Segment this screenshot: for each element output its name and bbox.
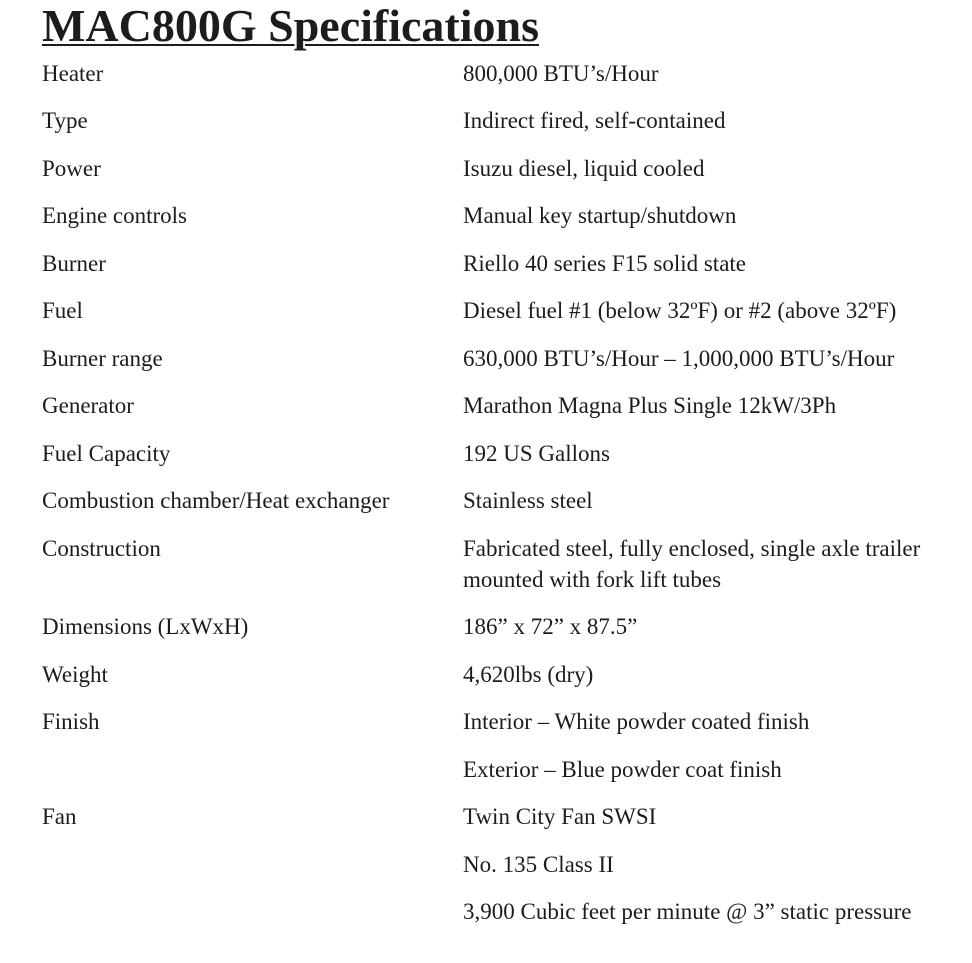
spec-label: Finish	[42, 709, 100, 734]
spec-row-fan	[42, 801, 936, 944]
spec-value-line: 630,000 BTU’s/Hour – 1,000,000 BTU’s/Hour	[463, 345, 895, 371]
spec-value	[463, 295, 933, 343]
spec-value	[463, 438, 933, 486]
spec-value	[463, 200, 933, 248]
spec-table	[42, 58, 936, 944]
spec-row-burner-range	[42, 343, 936, 391]
spec-value	[463, 390, 933, 438]
spec-row-engine-controls	[42, 200, 936, 248]
spec-value-line: Fabricated steel, fully enclosed, single axle trailer mounted with fork lift tubes	[463, 535, 921, 592]
spec-value	[463, 611, 933, 659]
spec-row-burner	[42, 248, 936, 296]
spec-value	[463, 485, 933, 533]
spec-value-line: Manual key startup/shutdown	[463, 203, 737, 228]
spec-row-weight	[42, 659, 936, 707]
spec-row-fuel-capacity	[42, 438, 936, 486]
spec-value-line: Marathon Magna Plus Single 12kW/3Ph	[463, 393, 837, 418]
spec-value-line: Stainless steel	[463, 488, 593, 513]
spec-value-line: Riello 40 series F15 solid state	[463, 250, 747, 276]
spec-label: Combustion chamber/Heat exchanger	[42, 488, 390, 513]
spec-value	[463, 801, 933, 944]
spec-row-finish	[42, 706, 936, 801]
spec-value	[463, 153, 933, 201]
spec-value-line: 3,900 Cubic feet per minute @ 3” static pressure	[463, 899, 912, 924]
page-title: MAC800G Specifications	[42, 0, 540, 51]
spec-value-line: Indirect fired, self-contained	[463, 108, 726, 133]
spec-value	[463, 343, 933, 391]
spec-row-type	[42, 105, 936, 153]
spec-label: Fuel	[42, 298, 83, 323]
spec-row-generator	[42, 390, 936, 438]
spec-row-heater	[42, 58, 936, 106]
spec-label: Burner range	[42, 345, 163, 371]
spec-value-line: Exterior – Blue powder coat finish	[463, 756, 782, 782]
spec-value-line: Isuzu diesel, liquid cooled	[463, 155, 705, 181]
spec-label: Heater	[42, 60, 104, 86]
spec-row-dimensions	[42, 611, 936, 659]
spec-value-line: Diesel fuel #1 (below 32ºF) or #2 (above 32ºF)	[463, 298, 897, 323]
spec-label: Dimensions (LxWxH)	[42, 614, 249, 639]
spec-value-line: 192 US Gallons	[463, 440, 610, 466]
spec-value-line: 186” x 72” x 87.5”	[463, 614, 638, 639]
spec-value-line: No. 135 Class II	[463, 851, 614, 877]
spec-value	[463, 659, 933, 707]
spec-value	[463, 248, 933, 296]
spec-value	[463, 105, 933, 153]
spec-label: Power	[42, 155, 101, 181]
spec-label: Weight	[42, 661, 108, 687]
spec-value-line: 4,620lbs (dry)	[463, 661, 594, 687]
spec-value-line: Interior – White powder coated finish	[463, 709, 810, 734]
spec-value	[463, 706, 933, 801]
spec-value-line: 800,000 BTU’s/Hour	[463, 60, 659, 86]
spec-label: Burner	[42, 250, 106, 276]
spec-value	[463, 533, 933, 612]
spec-label: Type	[42, 108, 88, 133]
spec-label: Construction	[42, 535, 161, 561]
spec-label: Fan	[42, 804, 77, 829]
spec-row-combustion-chamber	[42, 485, 936, 533]
spec-label: Fuel Capacity	[42, 440, 171, 466]
spec-value-line: Twin City Fan SWSI	[463, 804, 657, 829]
spec-value	[463, 58, 933, 106]
spec-row-power	[42, 153, 936, 201]
spec-row-fuel	[42, 295, 936, 343]
spec-label: Generator	[42, 393, 134, 418]
spec-label: Engine controls	[42, 203, 187, 228]
spec-row-construction	[42, 533, 936, 612]
